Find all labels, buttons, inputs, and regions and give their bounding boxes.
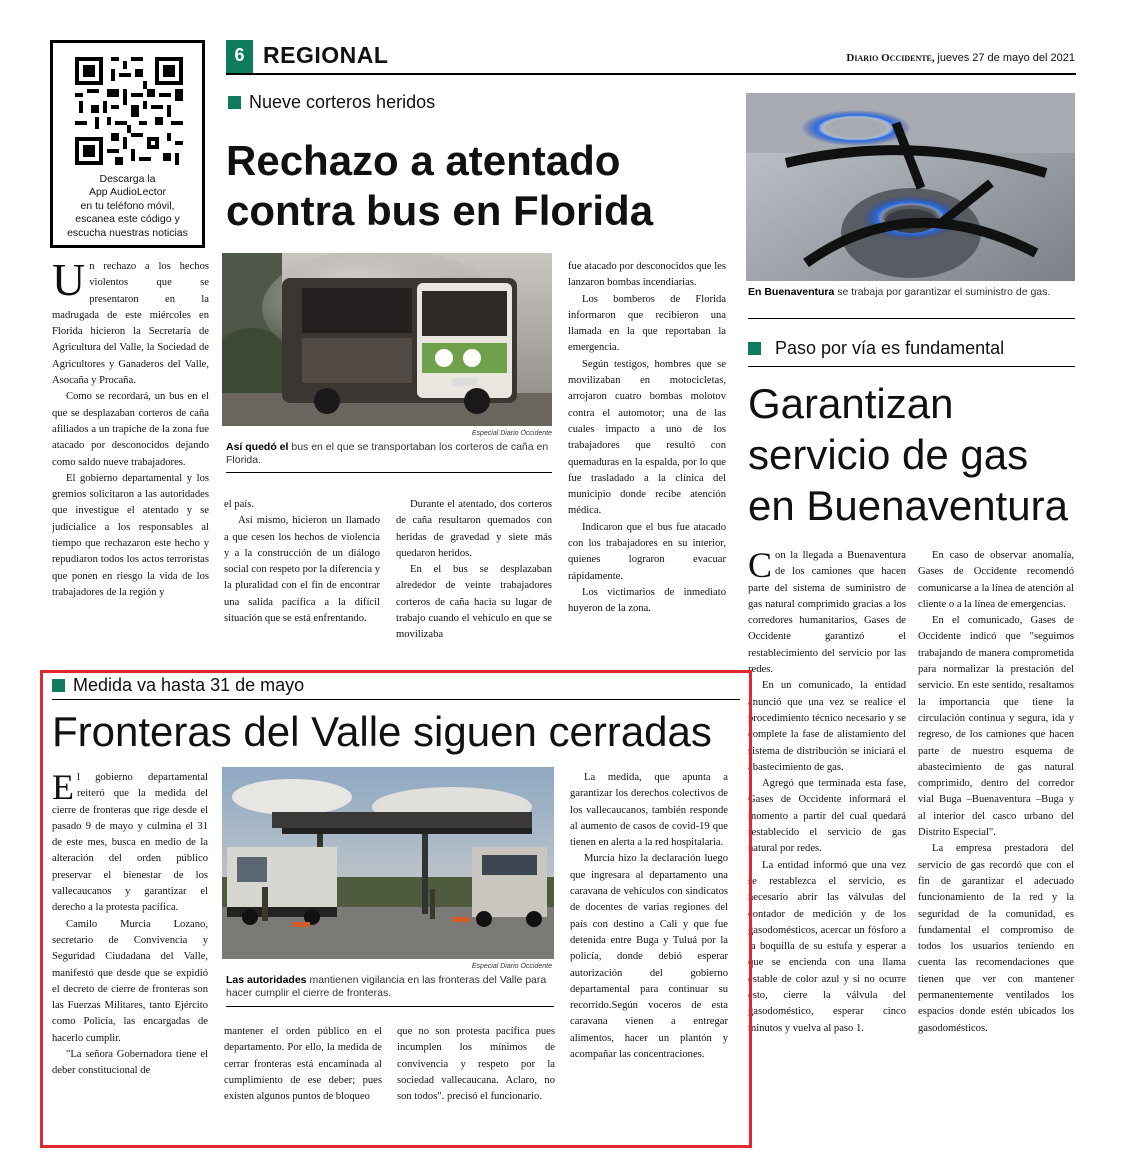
story2-column-2	[918, 548, 1074, 1128]
kicker-square-icon	[52, 679, 65, 692]
gas-burner-image	[746, 93, 1075, 281]
paragraph: La medida, que apunta a garantizar los derechos colectivos de los vallecaucanos, también responde al aumento de casos de covid-19 que tienen en alerta a la red hospitalaria.	[570, 772, 728, 849]
header-right	[760, 52, 1075, 64]
paragraph: En caso de observar anomalía, Gases de Occidente recomendó comunicarse a la línea de atención al cliente o a la línea de emergencias.	[918, 550, 1074, 610]
issue-date: jueves 27 de mayo del 2021	[937, 52, 1075, 64]
story1-kicker	[228, 92, 435, 113]
dropcap: U	[52, 259, 86, 305]
paragraph: "La señora Gobernadora tiene el deber constitucional de	[52, 1049, 208, 1077]
paragraph: on la llegada a Buenaventura de los camiones que hacen parte del sistema de suministro de gas natural comprimido gracias a los corredores humanitarios, Gases de Occidente garantizó el restablecimiento del servicio por las redes.	[748, 550, 906, 676]
qr-caption-line: App AudioLector	[88, 186, 167, 199]
story3-column-4	[570, 770, 728, 1130]
story3-column-1	[52, 770, 208, 1130]
gas-stove-photo[interactable]	[746, 93, 1075, 281]
paragraph: el país.	[224, 499, 255, 510]
paragraph: fue atacado por desconocidos que les lanzaron bombas incendiarias.	[568, 261, 726, 289]
qr-caption	[57, 173, 198, 240]
burned-bus-image	[222, 253, 552, 426]
kicker-square-icon	[228, 96, 241, 109]
paragraph: La entidad informó que una vez se restablezca el servicio, es necesario abrir las válvulas del contador de medición y de los gasodomésticos, acercar un fósforo a la boquilla de su estufa y esperar a que se encienda con una llama estable de color azul y si no ocurre esto, cierre la válvula del gasodoméstico, esperar cinco minutos y vuelva al paso 1.	[748, 859, 906, 1034]
qr-caption-line: escanea este código y	[75, 213, 180, 226]
paragraph: En el comunicado, Gases de Occidente indicó que "seguimos trabajando de manera comprometida para normalizar la prestación del servicio. En este sentido, resaltamos la importancia que tiene la circulación continua y segura, ida y regreso, de los camiones que hacen parte de nuestro esquema de abastecimiento de gas natural comprimido, dentro del corredor vial Buga –Buenaventura –Buga y al interior del casco urbano del Distrito Especial".	[918, 615, 1074, 839]
paragraph: Agregó que terminada esta fase, Gases de Occidente informará el momento a partir del cual quedará restablecido el servicio de gas natural por redes.	[748, 778, 906, 855]
story3-kicker	[52, 675, 304, 696]
page-number-badge	[226, 40, 253, 74]
caption-rule	[226, 472, 552, 473]
paragraph: Durante el atentado, dos corteros de caña resultaron quemados con heridas de gravedad y siete más quedaron heridos.	[396, 499, 552, 559]
checkpoint-photo-caption	[226, 974, 554, 1000]
story1-column-4	[568, 259, 726, 669]
paragraph: Así mismo, hicieron un llamado a que cesen los hechos de violencia y a la construcción de un diálogo social con respeto por la diferencia y la pluralidad con el fin de encontrar una salida pacífica a la difícil situación que se está enfrentando.	[224, 515, 380, 625]
bus-photo-caption	[226, 441, 552, 467]
newspaper-name: Diario Occidente,	[846, 52, 935, 64]
dropcap: E	[52, 770, 74, 807]
story2-kicker	[748, 338, 1004, 359]
qr-caption-line: en tu teléfono móvil,	[80, 199, 175, 212]
paragraph: En el bus se desplazaban alrededor de veinte trabajadores corteros de caña hacia su lugar de trabajo cuando el vehículo en que se movilizaba	[396, 564, 552, 641]
story3-column-2	[224, 1024, 382, 1130]
paragraph: que no son protesta pacífica pues incumplen los mínimos de convivencia y respeto por la sociedad vallecaucana. Aclaro, no son todos". precisó el funcionario.	[397, 1026, 555, 1103]
paragraph: mantener el orden público en el departamento. Por ello, la medida de cerrar fronteras está encaminada al cumplimiento de ese deber; pues existen algunos puntos de bloqueo	[224, 1026, 382, 1103]
gas-caption-rule	[748, 318, 1075, 319]
header-rule	[226, 73, 1076, 75]
caption-bold: Las autoridades	[226, 974, 307, 986]
story2-headline: Garantizan servicio de gas en Buenaventura	[748, 380, 1068, 529]
story1-column-3	[396, 497, 552, 669]
story2-column-1	[748, 548, 906, 1128]
paragraph: La empresa prestadora del servicio de gas recordó que con el fin de garantizar el adecuado funcionamiento de la red y la seguridad de la comunidad, es fundamental el compromiso de todos los usuarios teniendo en cuenta las recomendaciones que tienen que ver con mantener permanentemente ventilados los espacios donde estén ubicados los gasodomésticos.	[918, 843, 1074, 1034]
story1-column-2	[224, 497, 380, 669]
caption-bold: En Buenaventura	[748, 286, 835, 298]
paragraph: Los bomberos de Florida informaron que recibieron una llamada en la que reportaban la emergencia.	[568, 293, 726, 354]
story1-headline: Rechazo a atentado contra bus en Florida	[226, 137, 654, 234]
paragraph: Como se recordará, un bus en el que se desplazaban corteros de caña afiliados a un trapiche de la zona fue atacado por desconocidos dejando como saldo nueve trabajadores.	[52, 391, 209, 468]
story3-kicker-rule	[52, 699, 740, 700]
bus-photo-credit: Especial Diario Occidente	[471, 430, 552, 437]
kicker-text: Paso por vía es fundamental	[775, 338, 1005, 358]
paragraph: Camilo Murcia Lozano, secretario de Convivencia y Seguridad Ciudadana del Valle, manifestó que desde que se expidió el decreto de cierre de fronteras son las Fuerzas Militares, tanto Ejército como Policía, las encargadas de hacerlo cumplir.	[52, 918, 208, 1044]
story1-column-1	[52, 259, 209, 669]
caption-text: se trabaja por garantizar el suministro de gas.	[837, 286, 1051, 298]
paragraph: Los victimarios de inmediato huyeron de la zona.	[568, 586, 726, 615]
caption-text: mantienen vigilancia en las fronteras del Valle para hacer cumplir el cierre de fronteras.	[226, 974, 547, 999]
paragraph: Según testigos, hombres que se movilizaban en motocicletas, arrojaron cuatro bombas molotov contra el automotor; una de las cuales impacto a uno de los trabajadores que resultó con quemaduras en la espalda, por lo que fue trasladado a la clínica del municipio donde recibe atención médica.	[568, 358, 726, 517]
qr-caption-line: Descarga la	[99, 173, 156, 185]
dropcap: C	[748, 548, 773, 585]
story2-kicker-rule	[748, 366, 1075, 367]
qr-box	[50, 40, 205, 248]
checkpoint-caption-rule	[226, 1006, 554, 1007]
qr-code-icon[interactable]	[75, 57, 183, 165]
paragraph: Murcia hizo la declaración luego que ingresara al departamento una caravana de vehículos con sindicatos de docentes de varias regiones del país con destino a Cali y que fue detenida entre Buga y Tuluá por la policía, donde debió esperar autorización del gobierno departamental para continuar su recorrido.Según voceros de esta caravana vienen a entregar alimentos, hacer un plantón y acompañar las concentraciones.	[570, 853, 728, 1061]
section-title: REGIONAL	[263, 42, 389, 68]
toll-checkpoint-image	[222, 767, 554, 959]
border-checkpoint-photo[interactable]	[222, 767, 554, 959]
kicker-text: Nueve corteros heridos	[249, 92, 436, 112]
checkpoint-photo-credit: Especial Diario Occidente	[471, 963, 552, 970]
story3-column-3	[397, 1024, 555, 1130]
paragraph: Indicaron que el bus fue atacado con los trabajadores en su interior, quienes lograron evacuar rápidamente.	[568, 521, 726, 582]
page-number: 6	[234, 45, 245, 65]
caption-text: bus en el que se transportaban los corteros de caña en Florida.	[226, 441, 549, 466]
bus-fire-photo[interactable]	[222, 253, 552, 426]
story3-headline: Fronteras del Valle siguen cerradas	[52, 708, 712, 755]
paragraph: n rechazo a los hechos violentos que se presentaron en la madrugada de este miércoles en Florida hicieron la Secretaría de Agricultura del Valle, la Sociedad de Agricultores y Ganaderos del Valle, Asocaña y Procaña.	[52, 261, 209, 387]
kicker-square-icon	[748, 342, 761, 355]
gas-photo-caption	[748, 286, 1075, 299]
paragraph: En un comunicado, la entidad anunció que una vez se realice el procedimiento técnico necesario y se complete la fase de alistamiento del sistema de distribución se iniciará el abastecimiento de gas.	[748, 680, 906, 773]
paragraph: El gobierno departamental y los gremios solicitaron a las autoridades que investigue el atentado y se judicialice a los responsables al tiempo que rechazaron este hecho y repudiaron todos los actos terroristas que ponen en riesgo la vida de los trabajadores de la región y	[52, 472, 209, 598]
caption-bold: Así quedó el	[226, 441, 289, 453]
paragraph: l gobierno departamental reiteró que la medida del cierre de fronteras que rige desde el pasado 9 de mayo y culmina el 31 de este mes, busca en medio de la alteración del orden público preservar el bienestar de los vallecaucanos y garantizar el derecho a la protesta pacífica.	[52, 772, 208, 914]
qr-caption-line: escucha nuestras noticias	[67, 226, 188, 239]
kicker-text: Medida va hasta 31 de mayo	[73, 675, 305, 695]
